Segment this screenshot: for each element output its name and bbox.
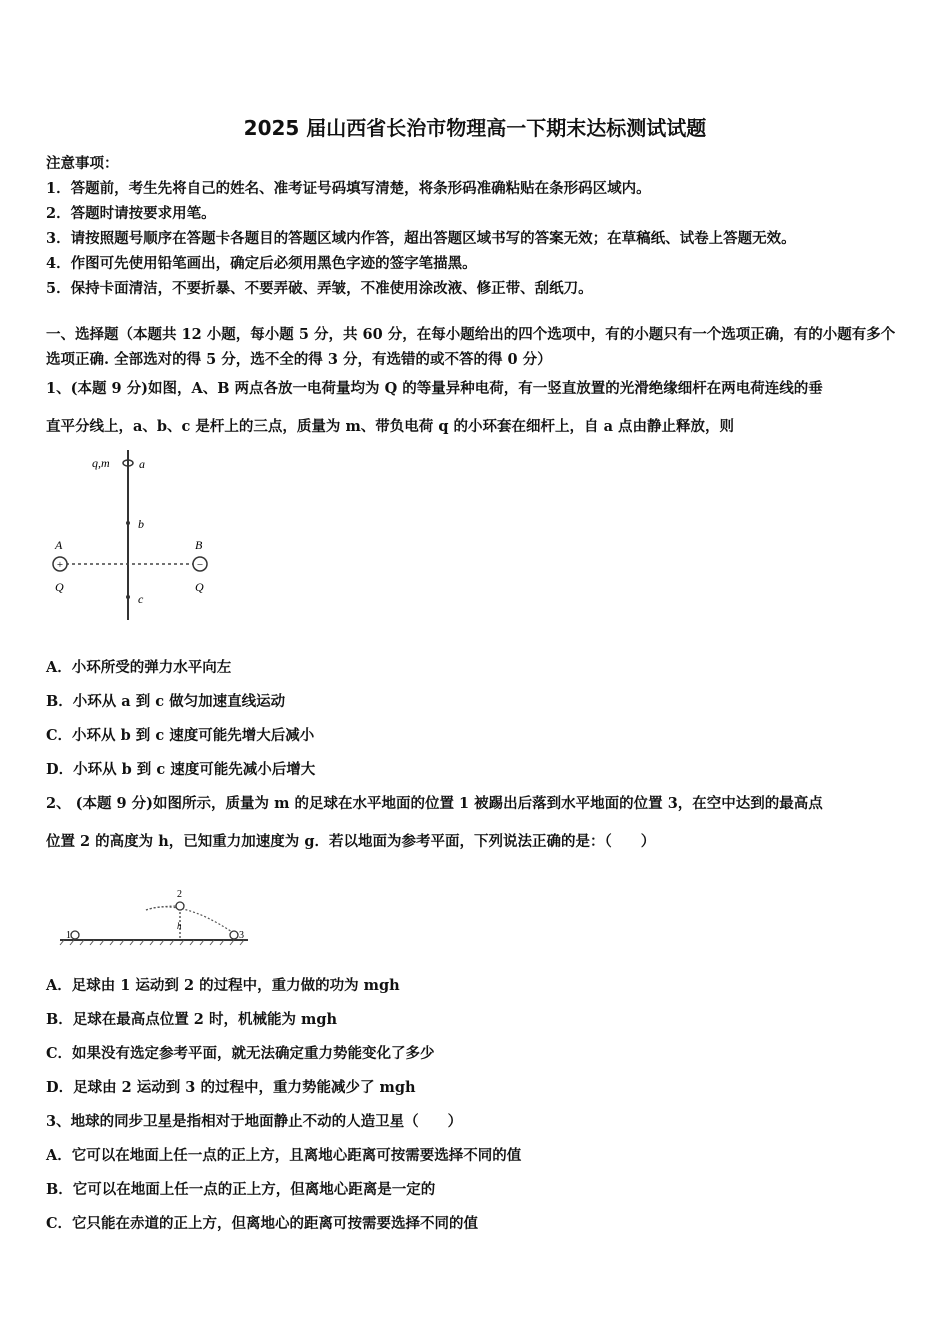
label-3: 3: [239, 930, 244, 941]
label-2: 2: [177, 889, 182, 900]
q2-option-c: C．如果没有选定参考平面，就无法确定重力势能变化了多少: [46, 1045, 435, 1062]
q2-option-a: A．足球由 1 运动到 2 的过程中，重力做的功为 mgh: [46, 977, 400, 994]
q1-option-c: C．小环从 b 到 c 速度可能先增大后减小: [46, 727, 315, 744]
q1-stem-line1: 1、(本题 9 分)如图，A、B 两点各放一电荷量均为 Q 的等量异种电荷，有一竖直放置的光滑绝缘细杆在两电荷连线的垂: [46, 380, 823, 397]
q2-option-b: B．足球在最高点位置 2 时，机械能为 mgh: [46, 1011, 338, 1028]
notice-heading: 注意事项：: [46, 155, 119, 172]
point-b: [126, 521, 130, 525]
point-c: [126, 595, 130, 599]
label-h: h: [177, 921, 182, 931]
notice-item: 4．作图可先使用铅笔画出，确定后必须用黑色字迹的签字笔描黑。: [46, 255, 477, 272]
q2-stem-line2: 位置 2 的高度为 h，已知重力加速度为 g．若以地面为参考平面，下列说法正确的是：（ ）: [46, 833, 656, 850]
q2-option-d: D．足球由 2 运动到 3 的过程中，重力势能减少了 mgh: [46, 1079, 416, 1096]
minus-sign: −: [196, 559, 204, 571]
trajectory-right: [146, 907, 232, 932]
label-1: 1: [66, 930, 71, 941]
label-a: a: [139, 457, 145, 471]
q1-figure: [46, 446, 226, 626]
label-c: c: [138, 592, 144, 606]
plus-sign: +: [56, 559, 64, 571]
exam-title: 2025 届山西省长治市物理高一下期末达标测试试题: [243, 116, 707, 140]
label-Q-left: Q: [55, 580, 64, 594]
label-Q-right: Q: [195, 580, 204, 594]
q3-option-c: C．它只能在赤道的正上方，但离地心的距离可按需要选择不同的值: [46, 1215, 479, 1232]
q2-figure: [56, 884, 256, 950]
q3-option-a: A．它可以在地面上任一点的正上方，且离地心距离可按需要选择不同的值: [46, 1147, 522, 1164]
q1-option-b: B．小环从 a 到 c 做匀加速直线运动: [46, 693, 286, 710]
notice-item: 5．保持卡面清洁，不要折暴、不要弄破、弄皱，不准使用涂改液、修正带、刮纸刀。: [46, 280, 593, 297]
ball-position-3: [230, 931, 238, 939]
label-B: B: [195, 538, 203, 552]
notice-item: 3．请按照题号顺序在答题卡各题目的答题区域内作答，超出答题区域书写的答案无效；在草稿纸、试卷上答题无效。: [46, 230, 796, 247]
q3-option-b: B．它可以在地面上任一点的正上方，但离地心距离是一定的: [46, 1181, 436, 1198]
label-qm: q,m: [92, 456, 110, 470]
q3-stem: 3、地球的同步卫星是指相对于地面静止不动的人造卫星（ ）: [46, 1113, 463, 1130]
q2-stem-line1: 2、 (本题 9 分)如图所示，质量为 m 的足球在水平地面的位置 1 被踢出后落到水平地面的位置 3，在空中达到的最高点: [46, 795, 823, 812]
section-heading: 一、选择题（本题共 12 小题，每小题 5 分，共 60 分，在每小题给出的四个选项中，有的小题只有一个选项正确，有的小题有多个选项正确. 全部选对的得 5 分，选不全的得 3 分，有选错的或不答的得 0 分）: [46, 326, 896, 368]
q1-option-a: A．小环所受的弹力水平向左: [46, 659, 232, 676]
ball-position-1: [71, 931, 79, 939]
notice-item: 1．答题前，考生先将自己的姓名、准考证号码填写清楚，将条形码准确粘贴在条形码区域内。: [46, 180, 651, 197]
label-A: A: [55, 538, 63, 552]
q1-stem-line2: 直平分线上，a、b、c 是杆上的三点，质量为 m、带负电荷 q 的小环套在细杆上，自 a 点由静止释放，则: [46, 418, 735, 435]
label-b: b: [138, 517, 144, 531]
notice-item: 2．答题时请按要求用笔。: [46, 205, 216, 222]
ball-position-2: [176, 902, 184, 910]
q1-option-d: D．小环从 b 到 c 速度可能先减小后增大: [46, 761, 316, 778]
